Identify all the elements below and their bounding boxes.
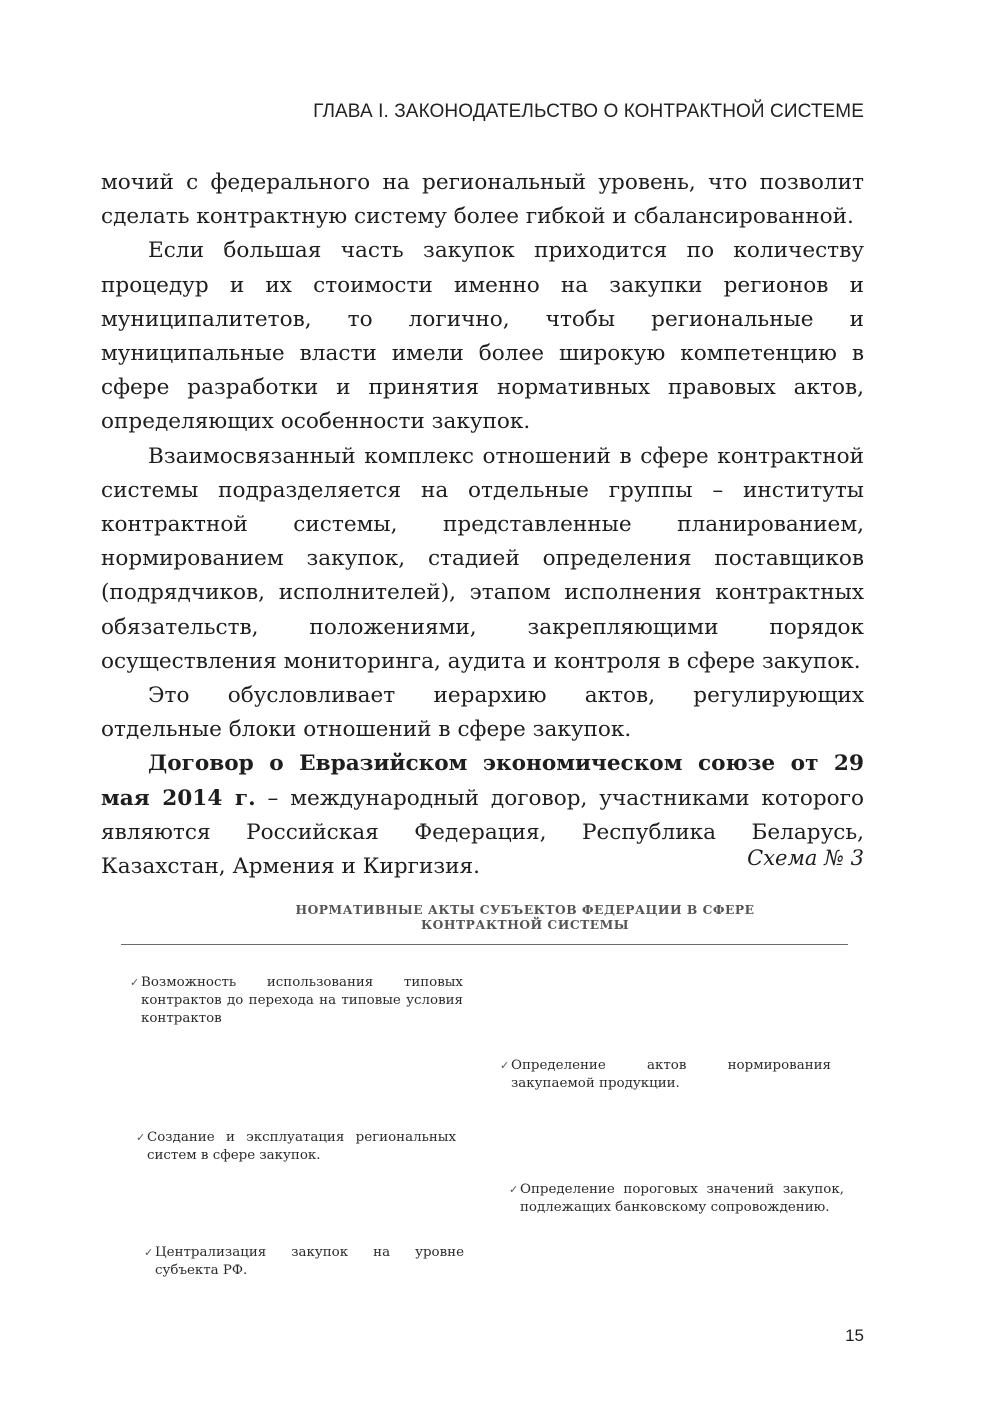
diagram-item-text: Создание и эксплуатация региональных систем в сфере закупок.: [147, 1130, 456, 1163]
check-icon: ✓: [144, 1246, 154, 1259]
running-head: ГЛАВА I. ЗАКОНОДАТЕЛЬСТВО О КОНТРАКТНОЙ СИСТЕМЕ: [313, 101, 864, 122]
diagram-item-text: Определение пороговых значений закупок, подлежащих банковскому сопровождению.: [520, 1182, 844, 1215]
diagram-item-threshold-values: [509, 1181, 844, 1217]
diagram-item-text: Определение актов нормирования закупаемой продукции.: [511, 1058, 831, 1091]
paragraph-2: Если большая часть закупок приходится по количеству процедур и их стоимости именно на закупки регионов и муниципалитетов, то логично, чтобы региональные и муниципальные власти имели более широкую компетенцию в сфере разработки и принятия нормативных правовых актов, определяющих особенности закупок.: [101, 238, 864, 435]
diagram-item-centralization: [144, 1244, 464, 1280]
check-icon: ✓: [500, 1059, 510, 1072]
diagram-item-regional-systems: [136, 1129, 456, 1165]
check-icon: ✓: [130, 976, 140, 989]
diagram-item-typical-contracts: [130, 974, 463, 1028]
scheme-label: Схема № 3: [747, 846, 864, 870]
diagram-item-text: Возможность использования типовых контрактов до перехода на типовые условия контрактов: [141, 975, 463, 1026]
diagram-divider: [121, 944, 848, 945]
diagram-title: [214, 902, 836, 932]
check-icon: ✓: [136, 1131, 146, 1144]
diagram-title-line-2: КОНТРАКТНОЙ СИСТЕМЫ: [420, 917, 630, 932]
treaty-description: – международный договор, участниками которого являются Российская Федерация, Республика Беларусь, Казахстан, Армения и Киргизия.: [101, 785, 864, 880]
paragraph-1: мочий с федерального на региональный уровень, что позволит сделать контрактную систему более гибкой и сбалансированной.: [101, 170, 864, 230]
paragraph-4: Это обусловливает иерархию актов, регулирующих отдельные блоки отношений в сфере закупок.: [101, 683, 864, 743]
paragraph-3: Взаимосвязанный комплекс отношений в сфере контрактной системы подразделяется на отдельные группы – институты контрактной системы, представленные планированием, нормированием закупок, стадией определения поставщиков (подрядчиков, исполнителей), этапом исполнения контрактных обязательств, положениями, закрепляющими порядок осуществления мониторинга, аудита и контроля в сфере закупок.: [101, 443, 864, 674]
page-number: 15: [845, 1326, 864, 1345]
diagram-item-rationing-acts: [500, 1057, 831, 1093]
body-text: [101, 166, 864, 884]
diagram-item-text: Централизация закупок на уровне субъекта РФ.: [155, 1245, 464, 1278]
treaty-title: Договор о Евразийском экономическом союзе от 29 мая 2014 г.: [101, 751, 864, 811]
diagram-title-line-1: НОРМАТИВНЫЕ АКТЫ СУБЪЕКТОВ ФЕДЕРАЦИИ В СФЕРЕ: [295, 902, 755, 917]
check-icon: ✓: [509, 1183, 519, 1196]
